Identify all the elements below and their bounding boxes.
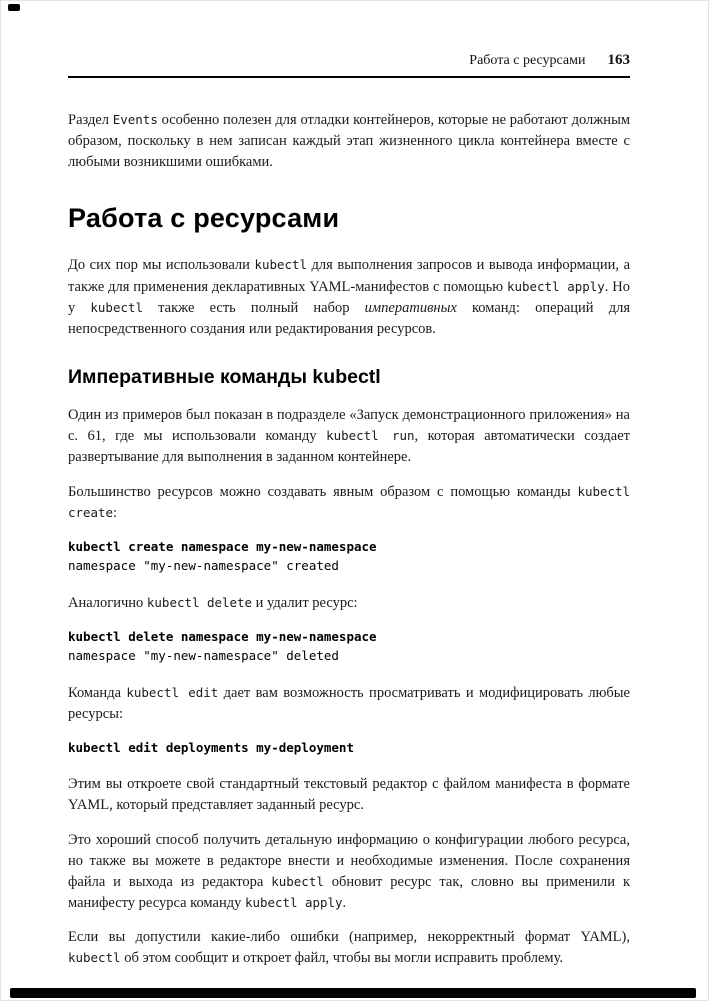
text-run: обновит ресурс так, словно вы применили к манифесту ресурса команду (68, 873, 631, 911)
running-head-title: Работа с ресурсами (469, 53, 586, 68)
text-run: дает вам возможность просматривать и модифицировать любые ресурсы: (68, 684, 630, 722)
code-block (68, 537, 630, 576)
inline-code: kubectl (90, 299, 143, 315)
scan-artifact-bottom (10, 988, 696, 998)
paragraph (68, 482, 630, 524)
paragraph (68, 255, 630, 340)
page-content (68, 110, 630, 969)
code-block (68, 627, 630, 666)
text-run: также есть полный набор (142, 299, 365, 316)
text-run: . Но у (68, 278, 630, 316)
text-run: Большинство ресурсов можно создавать явным образом с помощью команды (68, 483, 578, 500)
text-run: Если вы допустили какие-либо ошибки (например, некорректный формат YAML), (68, 929, 630, 946)
subsection-heading: Императивные команды kubectl (68, 366, 381, 389)
text-run: Раздел (68, 112, 113, 128)
code-command-line: kubectl delete namespace my-new-namespace (68, 628, 377, 644)
text-run: об этом сообщит и откроет файл, чтобы вы могли исправить проблему. (120, 950, 564, 967)
paragraph (68, 830, 630, 915)
text-run: Этим вы откроете свой стандартный текстовый редактор с файлом манифеста в формате YAML, который представляет заданный ресурс. (68, 776, 630, 814)
text-run: команд: операций для непосредственного создания или редактирования ресурсов. (68, 299, 630, 337)
paragraph (68, 593, 630, 614)
text-run: До сих пор мы использовали (68, 257, 255, 274)
inline-code: kubectl (254, 257, 307, 273)
text-run: для выполнения запросов и вывода информации, а также для применения декларативных YAML-манифестов с помощью (68, 257, 630, 295)
scan-artifact-top (8, 4, 20, 11)
text-run: Это хороший способ получить детальную информацию о конфигурации любого ресурса, но также вы можете в редакторе внести и необходимые изменения. После сохранения файла и выхода из редактора (68, 831, 630, 890)
paragraph (68, 110, 630, 173)
page-header (68, 52, 630, 69)
code-output-line: namespace "my-new-namespace" created (68, 558, 339, 574)
section-heading: Работа с ресурсами (68, 203, 340, 234)
code-command-line: kubectl create namespace my-new-namespace (68, 538, 377, 554)
page-number: 163 (607, 52, 630, 68)
inline-code: kubectl create (68, 483, 630, 520)
code-output-line: namespace "my-new-namespace" deleted (68, 648, 339, 664)
text-run: и удалит ресурс: (252, 594, 358, 611)
inline-code: kubectl edit (126, 684, 219, 700)
text-run: Один из примеров был показан в подразделе «Запуск демонстрационного приложения» на с. 61, где мы использовали команду (68, 407, 630, 445)
code-block (68, 738, 630, 757)
inline-code: kubectl delete (146, 594, 253, 610)
paragraph (68, 927, 630, 969)
inline-code: kubectl (68, 950, 121, 966)
inline-code: kubectl run (326, 428, 415, 444)
text-run: . (342, 895, 347, 911)
text-run: особенно полезен для отладки контейнеров, которые не работают должным образом, поскольку в нем записан каждый этап жизненного цикла контейнера вместе с любыми возникшими ошибками. (68, 112, 630, 171)
paragraph (68, 405, 630, 468)
text-run: Аналогично (68, 594, 147, 611)
paragraph (68, 774, 630, 816)
text-run: : (113, 504, 118, 521)
inline-code: Events (112, 112, 158, 127)
emphasized-text: императивных (364, 299, 457, 316)
paragraph (68, 683, 630, 725)
text-run: , которая автоматически создает развертывание для выполнения в заданном контейнере. (68, 428, 630, 466)
header-rule (68, 76, 630, 78)
inline-code: kubectl apply (506, 278, 605, 294)
text-run: Команда (68, 684, 127, 701)
inline-code: kubectl apply (244, 895, 343, 910)
inline-code: kubectl (271, 873, 324, 889)
code-command-line: kubectl edit deployments my-deployment (68, 739, 354, 755)
